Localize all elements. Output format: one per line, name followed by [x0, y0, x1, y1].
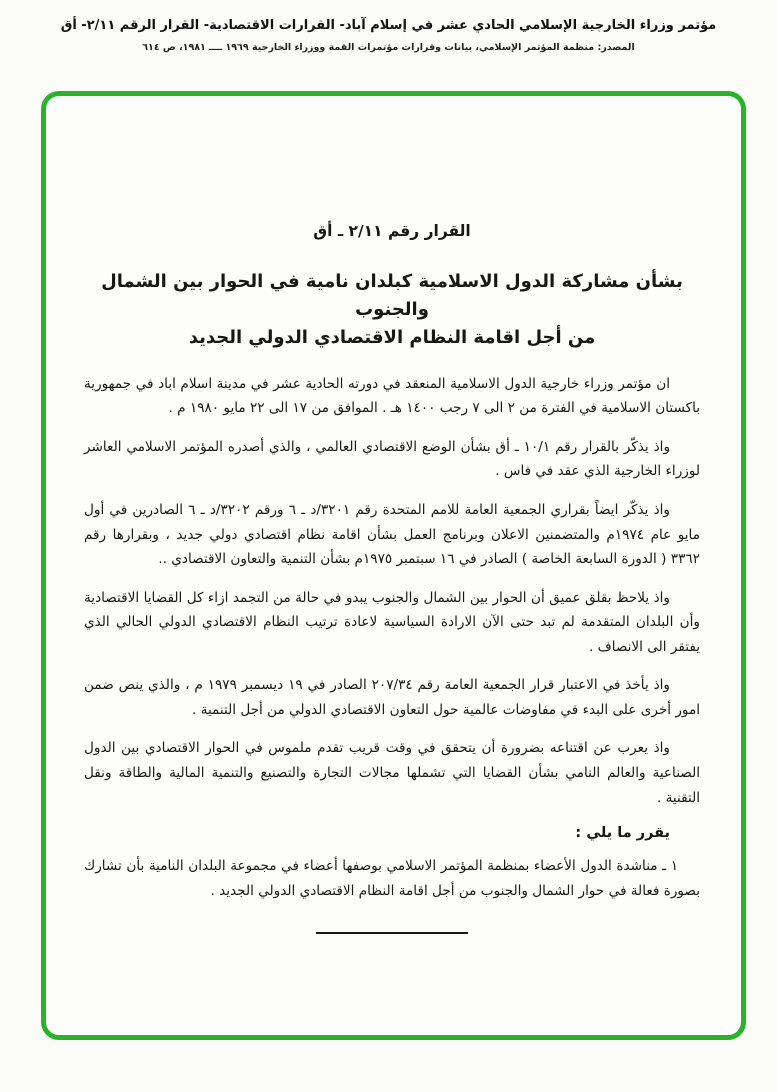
header-title: مؤتمر وزراء الخارجية الإسلامي الحادي عشر في إسلام آباد- القرارات الاقتصادية- القرار الرقم ٢/١١- أق: [60, 18, 717, 33]
resolution-subject-line2: من أجل اقامة النظام الاقتصادي الدولي الجديد: [188, 326, 596, 348]
preamble-paragraph-5: واذ يأخذ في الاعتبار قرار الجمعية العامة رقم ٢٠٧/٣٤ الصادر في ١٩ ديسمبر ١٩٧٩ م ، والذي ينص ضمن امور أخرى على البدء في مفاوضات عالمية حول التعاون الاقتصادي الدولي من أجل التنمية .: [84, 677, 700, 719]
header-source-line: المصدر: منظمة المؤتمر الإسلامي، بيانات وقرارات مؤتمرات القمة ووزراء الخارجية ١٩٦٩ ــــ ١٩٨١، ص ٦١٤: [142, 42, 635, 53]
preamble-paragraph-1: ان مؤتمر وزراء خارجية الدول الاسلامية المنعقد في دورته الحادية عشر في مدينة اسلام اباد في جمهورية باكستان الاسلامية في الفترة من ٢ الى ٧ رجب ١٤٠٠ هـ . الموافق من ١٧ الى ٢٢ مايو ١٩٨٠ م .: [84, 375, 700, 417]
resolution-subject-line1: بشأن مشاركة الدول الاسلامية كبلدان نامية في الحوار بين الشمال والجنوب: [101, 271, 683, 320]
resolution-number: القرار رقم ٢/١١ ـ أق: [313, 222, 471, 240]
preamble-paragraph-2: واذ يذكّر بالقرار رقم ١٠/١ ـ أق بشأن الوضع الاقتصادي العالمي ، والذي أصدره المؤتمر الاسلامي العاشر لوزراء الخارجية الذي عقد في فاس .: [84, 438, 700, 480]
decision-intro: يقرر ما يلي :: [575, 824, 670, 841]
end-divider: [316, 932, 468, 934]
decision-item-1: ١ ـ مناشدة الدول الأعضاء بمنظمة المؤتمر الاسلامي بوصفها أعضاء في مجموعة البلدان النامية بأن تشارك بصورة فعالة في حوار الشمال والجنوب من أجل اقامة النظام الاقتصادي الدولي الجديد .: [84, 858, 700, 899]
preamble-paragraph-4: واذ يلاحظ بقلق عميق أن الحوار بين الشمال والجنوب يبدو في حالة من التجمد ازاء كل القضايا الاقتصادية وأن البلدان المتقدمة لم تبد حتى الآن الارادة السياسية لاعادة ترتيب النظام الاقتصادي الدولي الحالي الذي يفتقر الى الانصاف .: [84, 589, 700, 656]
document-body: [84, 222, 700, 934]
preamble-paragraph-6: واذ يعرب عن اقتناعه بضرورة أن يتحقق في وقت قريب تقدم ملموس في الحوار الاقتصادي بين الدول الصناعية والعالم النامي بشأن القضايا التي تشملها مجالات التجارة والتصنيع والتنمية المالية والطاقة ونقل التقنية .: [84, 740, 700, 806]
preamble-paragraph-3: واذ يذكّر ايضاً بقراري الجمعية العامة للامم المتحدة رقم ٣٢٠١/د ـ ٦ ورقم ٣٢٠٢/د ـ ٦ الصادرين في أول مايو عام ١٩٧٤م والمتضمنين الاعلان وبرنامج العمل بشأن اقامة نظام اقتصادي دولي جديد ، وبقرارها رقم ٣٣٦٢ ( الدورة السابعة الخاصة ) الصادر في ١٦ سبتمبر ١٩٧٥م بشأن التنمية والتعاون الاقتصادي ..: [84, 501, 700, 568]
page-header: [0, 0, 777, 53]
